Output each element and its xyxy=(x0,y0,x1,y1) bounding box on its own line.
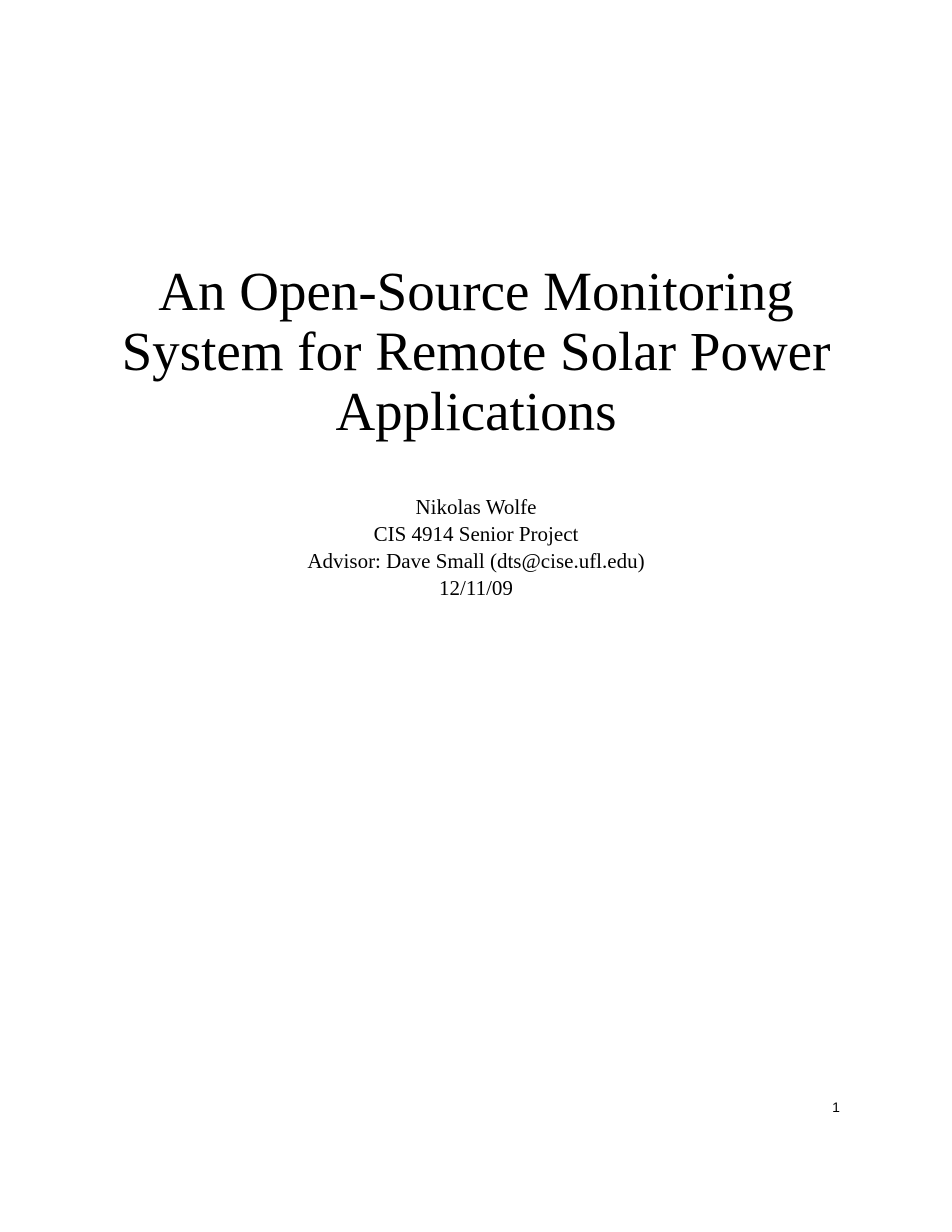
title-line-1: An Open-Source Monitoring xyxy=(158,261,794,322)
advisor-info: Advisor: Dave Small (dts@cise.ufl.edu) xyxy=(307,549,645,573)
page-number: 1 xyxy=(832,1099,840,1115)
course-name: CIS 4914 Senior Project xyxy=(373,522,579,546)
author-info xyxy=(0,494,952,602)
title-line-2: System for Remote Solar Power xyxy=(121,321,831,382)
document-title xyxy=(0,262,952,442)
document-date: 12/11/09 xyxy=(439,576,513,600)
author-name: Nikolas Wolfe xyxy=(415,495,537,519)
title-line-3: Applications xyxy=(335,381,617,442)
